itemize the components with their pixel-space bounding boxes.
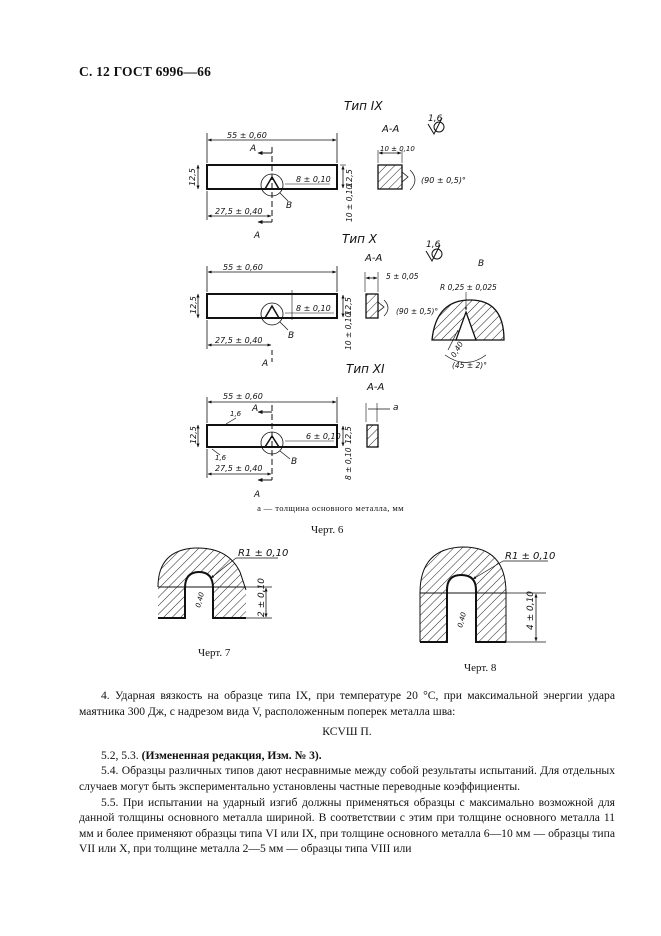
fig7-drawing xyxy=(158,548,288,618)
caption-fig6: Черт. 6 xyxy=(311,524,344,536)
paragraph-5-4: 5.4. Образцы различных типов дают несравнимые между собой результаты испытаний. Для отдельных случаев могут быть экспериментально установлены частные переводные коэффициенты. xyxy=(79,764,615,793)
type-x-letter-b: В xyxy=(288,331,295,341)
paragraph-4: 4. Ударная вязкость на образце типа IX, при температуре 20 °С, при максимальной энергии удара маятника 300 Дж, с надрезом вида V, расположенным поперек металла шва: xyxy=(79,689,615,718)
fig7-width: 0,40 xyxy=(194,591,206,609)
type-xi-title: Тип XI xyxy=(346,362,385,376)
type-ix-inner: 10 ± 0,10 xyxy=(345,184,354,222)
type-ix-section: А-А xyxy=(382,124,400,135)
type-ix-angle: (90 ± 0,5)° xyxy=(421,176,466,185)
type-x-angle: (90 ± 0,5)° xyxy=(396,307,439,316)
type-xi-inner: 8 ± 0,10 xyxy=(344,447,353,480)
type-x-height-right: 12,5 xyxy=(344,297,353,315)
fig7-radius: R1 ± 0,10 xyxy=(238,548,289,559)
type-xi-letter-b: В xyxy=(291,457,298,467)
type-ix-width: 10 ± 0,10 xyxy=(380,145,415,153)
fig8-drawing xyxy=(420,547,555,642)
type-ix-depth: 8 ± 0,10 xyxy=(296,175,331,184)
type-x-detail-letter: В xyxy=(478,259,485,269)
type-x-letter-a: А xyxy=(262,359,269,369)
type-xi-half-length: 27,5 ± 0,40 xyxy=(215,464,263,473)
caption-fig7: Черт. 7 xyxy=(198,647,231,659)
caption-fig8: Черт. 8 xyxy=(464,662,497,674)
fig8-depth: 4 ± 0,10 xyxy=(526,590,536,630)
body-text xyxy=(79,688,615,857)
type-ix-height-right: 12,5 xyxy=(345,169,354,187)
type-xi-letter-a-top: А xyxy=(252,404,259,414)
type-xi-letter-a-bottom: А xyxy=(254,490,261,500)
paragraph-5-2 xyxy=(79,748,615,764)
type-ix-length: 55 ± 0,60 xyxy=(227,131,267,140)
kcv-designation: КСVШ П. xyxy=(322,725,372,739)
type-xi-drawing xyxy=(189,362,399,500)
paragraph-5-5: 5.5. При испытании на ударный изгиб должны применяться образцы с максимально возможной для данной толщины основного металла шириной. В соответствии с этим при толщине основного металла 11 мм и более применяют образцы типа VI или IX, при толщине основного металла 6—10 мм — образцы типа VII или X, при толщине металла 2—5 мм — образцы типа VIII или xyxy=(79,795,615,856)
paragraph-5-2-prefix: 5.2, 5.3. xyxy=(101,748,142,762)
type-ix-height: 12,5 xyxy=(188,168,197,186)
type-xi-section: А-А xyxy=(367,382,385,393)
type-ix-letter-a-bottom: А xyxy=(254,231,261,241)
type-ix-half-length: 27,5 ± 0,40 xyxy=(215,207,263,216)
type-ix-title: Тип IX xyxy=(344,99,383,113)
amendment-note: (Измененная редакция, Изм. № 3). xyxy=(141,748,322,762)
legend: а — толщина основного металла, мм xyxy=(257,503,404,513)
type-xi-depth: 6 ± 0,10 xyxy=(306,432,341,441)
type-x-depth: 8 ± 0,10 xyxy=(296,304,331,313)
type-xi-roughness-bottom: 1,6 xyxy=(215,454,227,462)
fig8-width: 0,40 xyxy=(456,611,468,629)
type-xi-height-right: 12,5 xyxy=(344,426,353,444)
type-ix-drawing xyxy=(188,99,466,241)
type-x-section: А-А xyxy=(365,253,383,264)
type-x-inner: 10 ± 0,10 xyxy=(344,312,353,350)
fig8-radius: R1 ± 0,10 xyxy=(505,551,556,562)
type-x-title: Тип X xyxy=(342,232,378,246)
type-xi-thickness: а xyxy=(393,403,399,413)
type-x-slit: 0,40 xyxy=(448,340,466,359)
type-xi-length: 55 ± 0,60 xyxy=(223,392,263,401)
type-x-radius: R 0,25 ± 0,025 xyxy=(440,283,497,292)
page-header: С. 12 ГОСТ 6996—66 xyxy=(79,64,212,79)
fig7-depth: 2 ± 0,10 xyxy=(257,577,267,617)
type-x-height: 12,5 xyxy=(189,296,198,314)
type-ix-letter-b: В xyxy=(286,201,293,211)
type-x-roughness: 1,6 xyxy=(426,240,441,250)
type-x-length: 55 ± 0,60 xyxy=(223,263,263,272)
type-x-width: 5 ± 0,05 xyxy=(386,272,419,281)
type-xi-roughness-top: 1,6 xyxy=(230,410,242,418)
type-ix-letter-a-top: А xyxy=(250,144,257,154)
type-xi-height: 12,5 xyxy=(189,426,198,444)
type-x-drawing xyxy=(189,232,504,370)
type-x-slit-angle: (45 ± 2)° xyxy=(452,361,487,370)
type-x-half-length: 27,5 ± 0,40 xyxy=(215,336,263,345)
type-ix-roughness: 1,6 xyxy=(428,114,443,124)
